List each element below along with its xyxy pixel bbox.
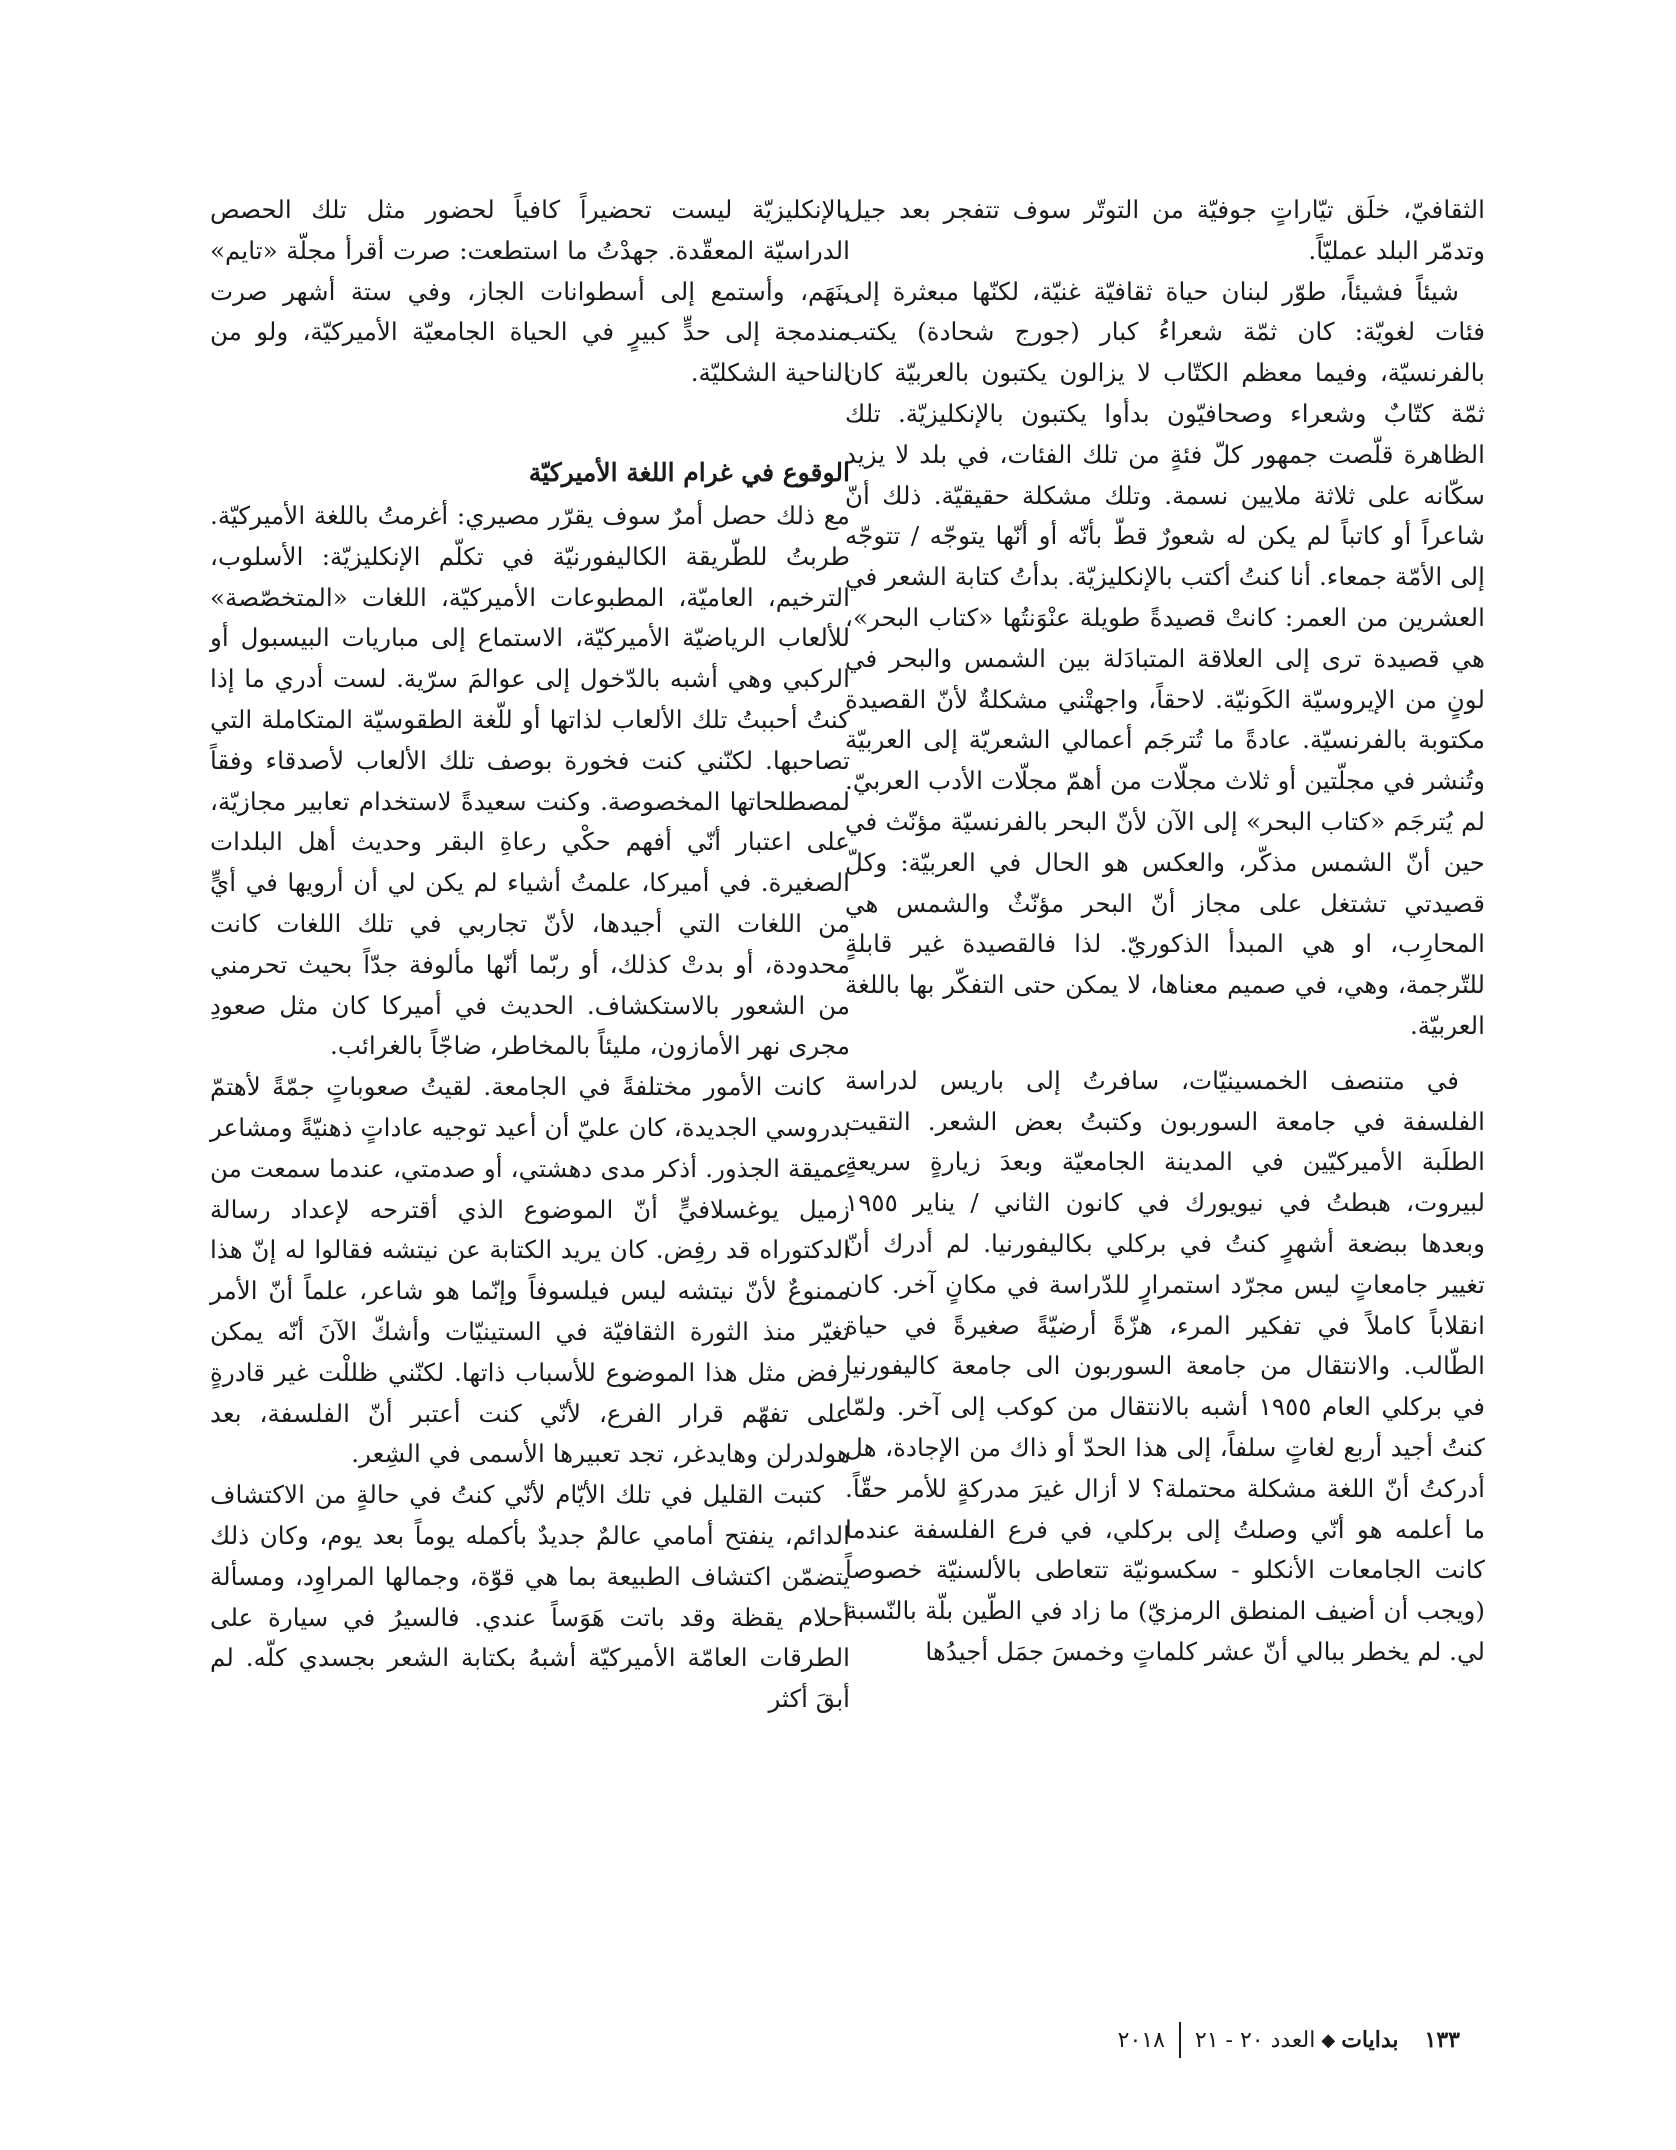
page-footer — [1060, 2020, 1460, 2060]
page-number: ١٣٣ — [1424, 2027, 1460, 2053]
paragraph: مع ذلك حصل أمرٌ سوف يقرّر مصيري: أغرمتُ باللغة الأميركيّة. طربتُ للطّريقة الكاليفورنيّة في تكلّم الإنكليزيّة: الأسلوب، الترخيم، العاميّة، المطبوعات الأميركيّة، اللغات «المتخصّصة» للألعاب الرياضيّة الأميركيّة، الاستماع إلى مباريات البيسبول أو الركبي وهي أشبه بالدّخول إلى عوالمَ سرّية. لست أدري ما إذا كنتُ أحببتُ تلك الألعاب لذاتها أو للّغة الطقوسيّة المتكاملة التي تصاحبها. لكنّني كنت فخورة بوصف تلك الألعاب لأصدقاء وفقاً لمصطلحاتها المخصوصة. وكنت سعيدةً لاستخدام تعابير مجازيّة، على اعتبار أنّي أفهم حكْي رعاةِ البقر وحديث أهل البلدات الصغيرة. في أميركا، علمتُ أشياء لم يكن لي أن أرويها في أيٍّ من اللغات التي أجيدها، لأنّ تجاربي في تلك اللغات كانت محدودة، أو بدتْ كذلك، أو ربّما أنّها مألوفة جدّاً بحيث تحرمني من الشعور بالاستكشاف. الحديث في أميركا كان مثل صعودِ مجرى نهر الأمازون، مليئاً بالمخاطر، ضاجّاً بالغرائب. — [210, 500, 850, 1061]
paragraph-spacer — [845, 1047, 1485, 1061]
paragraph: في متنصف الخمسينيّات، سافرتُ إلى باريس لدراسة الفلسفة في جامعة السوربون وكتبتُ بعض الشعر. التقيت الطلَبة الأميركيّين في المدينة الجامعيّة وبعدَ زيارةٍ سريعةٍ لبيروت، هبطتُ في نيويورك في كانون الثاني / يناير ١٩٥٥ وبعدها ببضعة أشهرٍ كنتُ في بركلي بكاليفورنيا. لم أدرك أنّ تغيير جامعاتٍ ليس مجرّد استمرارٍ للدّراسة في مكانٍ آخر. كان انقلاباً كاملاً في تفكير المرء، هزّةً أرضيّةً صغيرةً في حياة الطّالب. والانتقال من جامعة السوربون الى جامعة كاليفورنيا في بركلي العام ١٩٥٥ أشبه بالانتقال من كوكب إلى آخر. ولمّا كنتُ أجيد أربع لغاتٍ سلفاً، إلى هذا الحدّ أو ذاك من الإجادة، هل أدركتُ أنّ اللغة مشكلة محتملة؟ لا أزال غيرَ مدركةٍ للأمر حقّاً. ما أعلمه هو أنّي وصلتُ إلى بركلي، في فرع الفلسفة عندما كانت الجامعات الأنكلو - سكسونيّة تتعاطى بالألسنيّة خصوصاً (ويجب أن أضيف المنطق الرمزيّ) ما زاد في الطّين بلّة بالنّسبة لي. لم يخطر ببالي أنّ عشر كلماتٍ وخمسَ جمَل أجيدُها — [845, 1065, 1486, 1666]
paragraph: بالإنكليزيّة ليست تحضيراً كافياً لحضور مثل تلك الحصص الدراسيّة المعقّدة. جهدْتُ ما استطعت: صرت أقرأ مجلّة «تايم» بنَهَم، وأستمع إلى أسطوانات الجاز، وفي ستة أشهر صرت مندمجة إلى حدٍّ كبيرٍ في الحياة الجامعيّة الأميركيّة، ولو من الناحية الشكليّة. — [210, 195, 850, 388]
right-column — [845, 190, 1485, 1673]
paragraph: كانت الأمور مختلفةً في الجامعة. لقيتُ صعوباتٍ جمّةً لأهتمّ بدروسي الجديدة، كان عليّ أن أعيد توجيه عاداتٍ ذهنيّةً ومشاعر عميقة الجذور. أذكر مدى دهشتي، أو صدمتي، عندما سمعت من زميل يوغسلافيٍّ أنّ الموضوع الذي أقترحه لإعداد رسالة الدكتوراه قد رفِض. كان يريد الكتابة عن نيتشه فقالوا له إنّ هذا ممنوعٌ لأنّ نيتشه ليس فيلسوفاً وإنّما هو شاعر، علماً أنّ الأمر تغيّر منذ الثورة الثقافيّة في الستينيّات وأشكّ الآنَ أنّه يمكن رفض مثل هذا الموضوع للأسباب ذاتها. لكنّني ظللْت غير قادرةٍ على تفهّم قرار الفرع، لأنّي كنت أعتبر أنّ الفلسفة، بعد هولدرلن وهايدغر، تجد تعبيرها الأسمى في الشِعر. — [210, 1072, 850, 1469]
section-heading: الوقوع في غرام اللغة الأميركيّة — [528, 457, 850, 487]
publication-year: ٢٠١٨ — [1117, 2027, 1165, 2053]
issue-number: العدد ٢٠ - ٢١ — [1194, 2027, 1316, 2053]
paragraph: كتبت القليل في تلك الأيّام لأنّي كنتُ في حالةٍ من الاكتشاف الدائم، ينفتح أمامي عالمٌ جديدٌ بأكمله يوماً بعد يوم، وكان ذلك يتضمّن اكتشاف الطبيعة بما هي قوّة، وجمالها المراوِد، ومسألة أحلام يقظة وقد باتت هَوَساً عندي. فالسيرُ في سيارة على الطرقات العامّة الأميركيّة أشبهُ بكتابة الشعر بجسدي كلّه. لم أبقَ أكثر — [210, 1480, 850, 1714]
diamond-icon: ◆ — [1321, 2029, 1336, 2051]
journal-name: بدايات — [1341, 2027, 1399, 2053]
left-column — [210, 190, 850, 1720]
paragraph: الثقافيّ، خلَق تيّاراتٍ جوفيّة من التوتّر سوف تتفجر بعد جيل وتدمّر البلد عمليّاً. — [845, 195, 1485, 265]
footer-divider — [1179, 2022, 1181, 2058]
paragraph: شيئاً فشيئاً، طوّر لبنان حياة ثقافيّة غنيّة، لكنّها مبعثرة إلى فئات لغويّة: كان ثمّة شعراءُ كبار (جورج شحادة) يكتب بالفرنسيّة، وفيما معظم الكتّاب لا يزالون يكتبون بالعربيّة كان ثمّة كتّابٌ وشعراء وصحافيّون بدأوا يكتبون بالإنكليزيّة. تلك الظاهرة قلّصت جمهور كلّ فئةٍ من تلك الفئات، في بلد لا يزيد سكّانه على ثلاثة ملايين نسمة. وتلك مشكلة حقيقيّة. ذلك أنّ شاعراً أو كاتباً لم يكن له شعورٌ قطّ بأنّه أو أنّها يتوجّه / تتوجّه إلى الأمّة جمعاء. أنا كنتُ أكتب بالإنكليزيّة. بدأتُ كتابة الشعر في العشرين من العمر: كانتْ قصيدةً طويلة عنْوَنتُها «كتاب البحر»، هي قصيدة ترى إلى العلاقة المتبادَلة بين الشمس والبحر في لونٍ من الإيروسيّة الكَونيّة. لاحقاً، واجهتْني مشكلةٌ لأنّ القصيدة مكتوبة بالفرنسيّة. عادةً ما تُترجَم أعمالي الشعريّة إلى العربيّة وتُنشر في مجلّتين أو ثلاث مجلّات من أهمّ مجلّات الأدب العربيّ. لم يُترجَم «كتاب البحر» إلى الآن لأنّ البحر بالفرنسيّة مؤنّث في حين أنّ الشمس مذكّر، والعكس هو الحال في العربيّة: وكلّ قصيدتي تشتغل على مجاز أنّ البحر مؤنّثٌ والشمس هي المحارِب، او هي المبدأ الذكوريّ. لذا فالقصيدة غير قابلةٍ للتّرجمة، وهي، في صميم معناها، لا يمكن حتى التفكّر بها باللغة العربيّة. — [845, 276, 1485, 1040]
